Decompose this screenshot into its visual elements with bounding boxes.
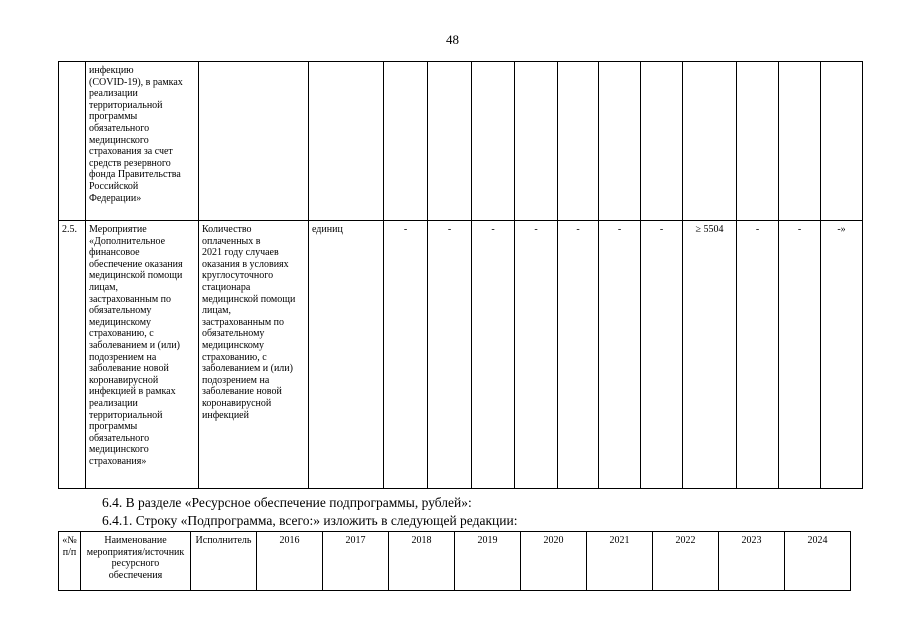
section-paragraph: 6.4. В разделе «Ресурсное обеспечение подпрограммы, рублей»: xyxy=(102,495,472,510)
column-header: «№ п/п xyxy=(59,532,81,591)
unit-cell: единиц xyxy=(309,221,384,489)
column-header: Исполнитель xyxy=(191,532,257,591)
table-row xyxy=(59,221,863,489)
value-cell: - xyxy=(515,221,558,489)
column-header: 2019 xyxy=(455,532,521,591)
value-cell: - xyxy=(641,221,683,489)
resource-table xyxy=(58,531,851,591)
value-cell: - xyxy=(779,221,821,489)
section-paragraph: 6.4.1. Строку «Подпрограмма, всего:» изложить в следующей редакции: xyxy=(102,513,518,528)
column-header: 2020 xyxy=(521,532,587,591)
value-cell xyxy=(599,62,641,221)
value-cell: - xyxy=(737,221,779,489)
value-cell xyxy=(384,62,428,221)
value-cell xyxy=(641,62,683,221)
column-header: 2022 xyxy=(653,532,719,591)
value-cell xyxy=(683,62,737,221)
value-cell xyxy=(472,62,515,221)
column-header: 2021 xyxy=(587,532,653,591)
column-header: 2023 xyxy=(719,532,785,591)
row-number-cell xyxy=(59,62,86,221)
value-cell xyxy=(558,62,599,221)
row-number-cell: 2.5. xyxy=(59,221,86,489)
column-header: 2024 xyxy=(785,532,851,591)
value-cell xyxy=(515,62,558,221)
indicators-table xyxy=(58,61,863,489)
value-cell: - xyxy=(428,221,472,489)
column-header: 2017 xyxy=(323,532,389,591)
value-cell: - xyxy=(384,221,428,489)
value-cell: ≥ 5504 xyxy=(683,221,737,489)
event-name-cell: инфекцию (COVID-19), в рамках реализации территориальной программы обязательного медицинского страхования за счет средств резервного фонда Правительства Российской Федерации» xyxy=(86,62,199,221)
indicator-cell xyxy=(199,62,309,221)
value-cell: - xyxy=(599,221,641,489)
value-cell xyxy=(428,62,472,221)
value-cell: - xyxy=(558,221,599,489)
column-header: 2016 xyxy=(257,532,323,591)
value-cell xyxy=(737,62,779,221)
value-cell xyxy=(821,62,863,221)
event-name-cell: Мероприятие «Дополнительное финансовое обеспечение оказания медицинской помощи лицам, застрахованным по обязательному медицинскому страхованию, с заболеванием и (или) подозрением на заболевание новой коронавирусной инфекцией в рамках реализации территориальной программы обязательного медицинского страхования» xyxy=(86,221,199,489)
page-number: 48 xyxy=(446,32,459,47)
table-header-row xyxy=(59,532,851,591)
unit-cell xyxy=(309,62,384,221)
value-cell: -» xyxy=(821,221,863,489)
column-header: Наименование мероприятия/источник ресурсного обеспечения xyxy=(81,532,191,591)
value-cell: - xyxy=(472,221,515,489)
indicator-cell: Количество оплаченных в 2021 году случаев оказания в условиях круглосуточного стационара медицинской помощи лицам, застрахованным по обязательному медицинскому страхованию, с заболеванием и (или) подозрением на заболевание новой коронавирусной инфекцией xyxy=(199,221,309,489)
value-cell xyxy=(779,62,821,221)
table-row xyxy=(59,62,863,221)
column-header: 2018 xyxy=(389,532,455,591)
